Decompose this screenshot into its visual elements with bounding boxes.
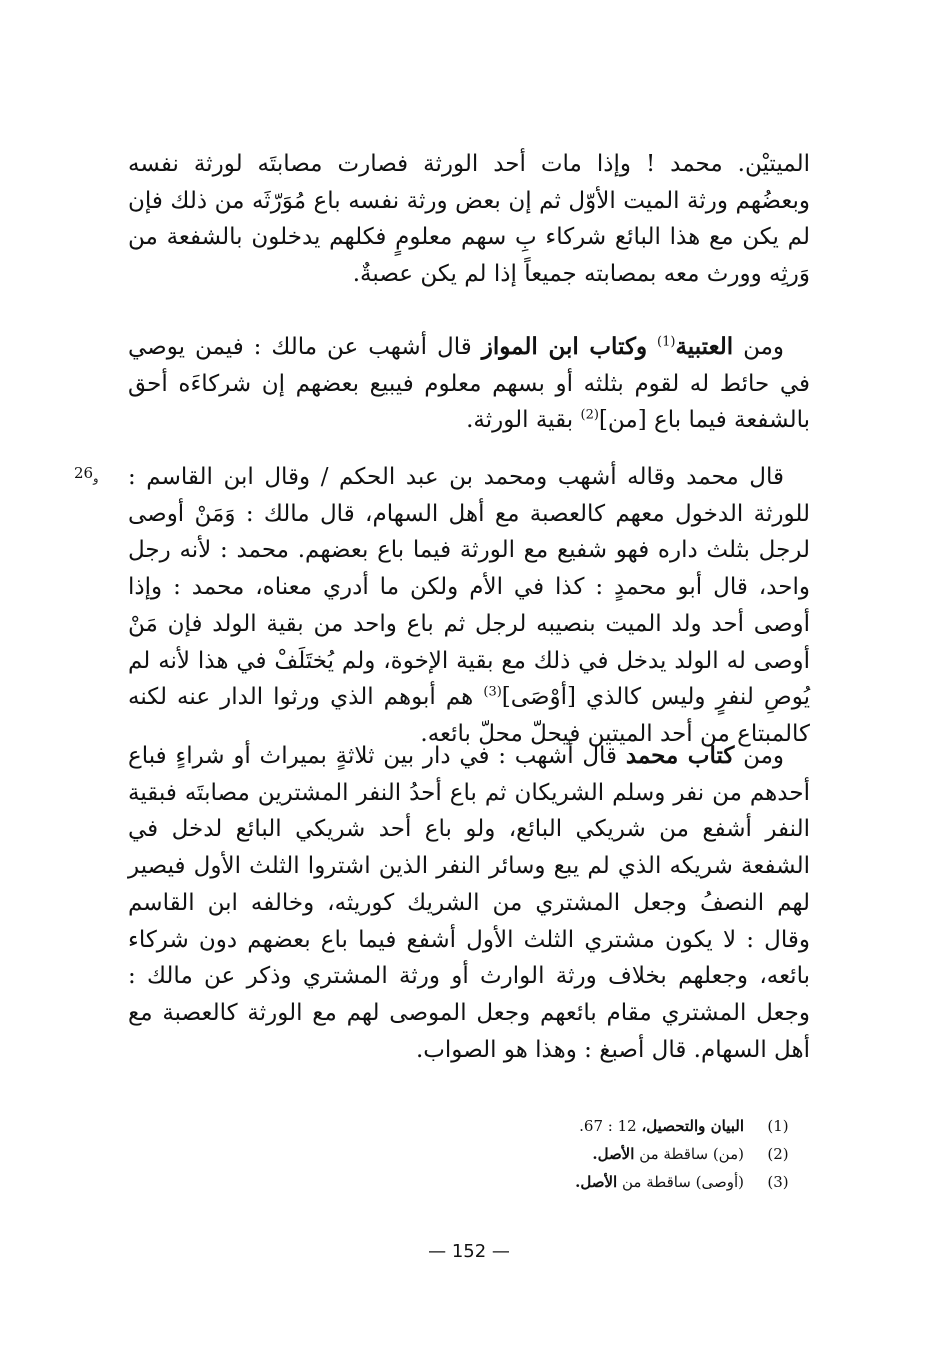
footnotes — [575, 1112, 790, 1196]
footnote-number: (1) — [767, 1117, 789, 1135]
paragraph-1 — [128, 146, 810, 293]
footnote-2 — [575, 1140, 790, 1168]
paragraph-2-text-a: قال أشهب عن مالك : فيمن يوصي في حائط له لقوم بثلثه أو بسهم معلوم فيبيع بعضهم إن شركاءَه أحق بالشفعة فيما باع [من] — [128, 334, 810, 434]
folio-marker-side: و — [93, 472, 99, 485]
paragraph-3-text-a: قال محمد وقاله أشهب ومحمد بن عبد الحكم / وقال ابن القاسم : للورثة الدخول معهم كالعصبة مع أهل السهام، قال مالك : وَمَنْ أوصى لرجل بثلث داره فهو شفيع مع الورثة فيما باع بعضهم. محمد : لأنه رجل واحد، قال أبو محمدٍ : كذا في الأم ولكن ما أدري معناه، محمد : وإذا أوصى أحد ولد الميت بنصيبه لرجل ثم باع واحد من بقية الولد فإن مَنْ أوصى له الولد يدخل في ذلك مع بقية الإخوة، ولم يُختَلَفْ في هذا لأنه لم يُوصِ لنفرٍ وليس كالذي [أوْصَى] — [128, 464, 811, 711]
source-title-utbiyya: العتبية — [675, 333, 734, 360]
paragraph-4-lead: ومن — [743, 743, 785, 769]
footnote-3 — [575, 1168, 790, 1196]
folio-marker-number: 26 — [74, 464, 94, 482]
manuscript-folio-marker — [74, 464, 98, 485]
footnote-source: الأصل. — [575, 1173, 618, 1191]
footnote-source: الأصل. — [592, 1145, 635, 1163]
paragraph-4-text: قال أشهب : في دار بين ثلاثةٍ بميراث أو شراءٍ فباع أحدهم من نفر وسلم الشريكان ثم باع أحدُ النفر المشترين مصابتَه فبقية النفر أشفع من شريكي البائع، ولو باع أحد شريكي البائع لدخل في الشفعة شريكه الذي لم يبع وسائر النفر الذين اشتروا الثلث الأول فيصير لهم النصفُ وجعل المشتري من الشريك كوريثه، وخالفه ابن القاسم وقال : لا يكون مشتري الثلث الأول أشفع فيما باع بعضهم دون شركاء بائعه، وجعلهم بخلاف ورثة الوارث أو ورثة المشتري وذكر عن مالك : وجعل المشتري مقام بائعهم وجعل الموصى لهم مع الورثة كالعصبة مع أهل السهام. قال أصبغ : وهذا هو الصواب. — [128, 743, 810, 1063]
source-title-ibn-al-mawwaz: وكتاب ابن المواز — [481, 333, 648, 360]
source-title-kitab-muhammad: كتاب محمد — [625, 742, 735, 769]
paragraph-1-text: الميتيْن. محمد ! وإذا مات أحد الورثة فصارت مصابتَه لورثة نفسه وبعضُهم ورثة الميت الأوّل ثم إن بعض ورثة نفسه باع مُوَرّثَه من ذلك فإن لم يكن مع هذا البائع شركاء بِ سهم معلومٍ فكلهم يدخلون بالشفعة من وَرثِه وورث معه بمصابته جميعاً إذا لم يكن عصبةٌ. — [128, 151, 810, 288]
paragraph-4 — [128, 738, 810, 1068]
footnote-source: البيان والتحصيل، — [641, 1117, 744, 1135]
footnote-ref-2: (2) — [580, 407, 599, 423]
footnote-number: (3) — [767, 1173, 789, 1191]
footnote-ref-3: (3) — [483, 684, 502, 700]
footnote-text: 12 : 67. — [579, 1117, 637, 1135]
paragraph-3-text-b: هم أبوهم الذي ورثوا الدار عنه لكنه كالمبتاع من أحد الميتين فيحلّ محلّ بائعه. — [128, 684, 810, 747]
paragraph-2-lead: ومن — [743, 334, 785, 360]
footnote-text: (أوصى) ساقطة من — [622, 1173, 744, 1191]
footnote-ref-1: (1) — [657, 334, 676, 350]
footnote-number: (2) — [767, 1145, 789, 1163]
paragraph-2 — [128, 329, 810, 439]
footnote-text: (من) ساقطة من — [639, 1145, 744, 1163]
paragraph-3 — [128, 459, 810, 753]
page-number: — 152 — — [428, 1241, 510, 1262]
footnote-1 — [575, 1112, 790, 1140]
paragraph-2-text-b: بقية الورثة. — [466, 407, 574, 434]
